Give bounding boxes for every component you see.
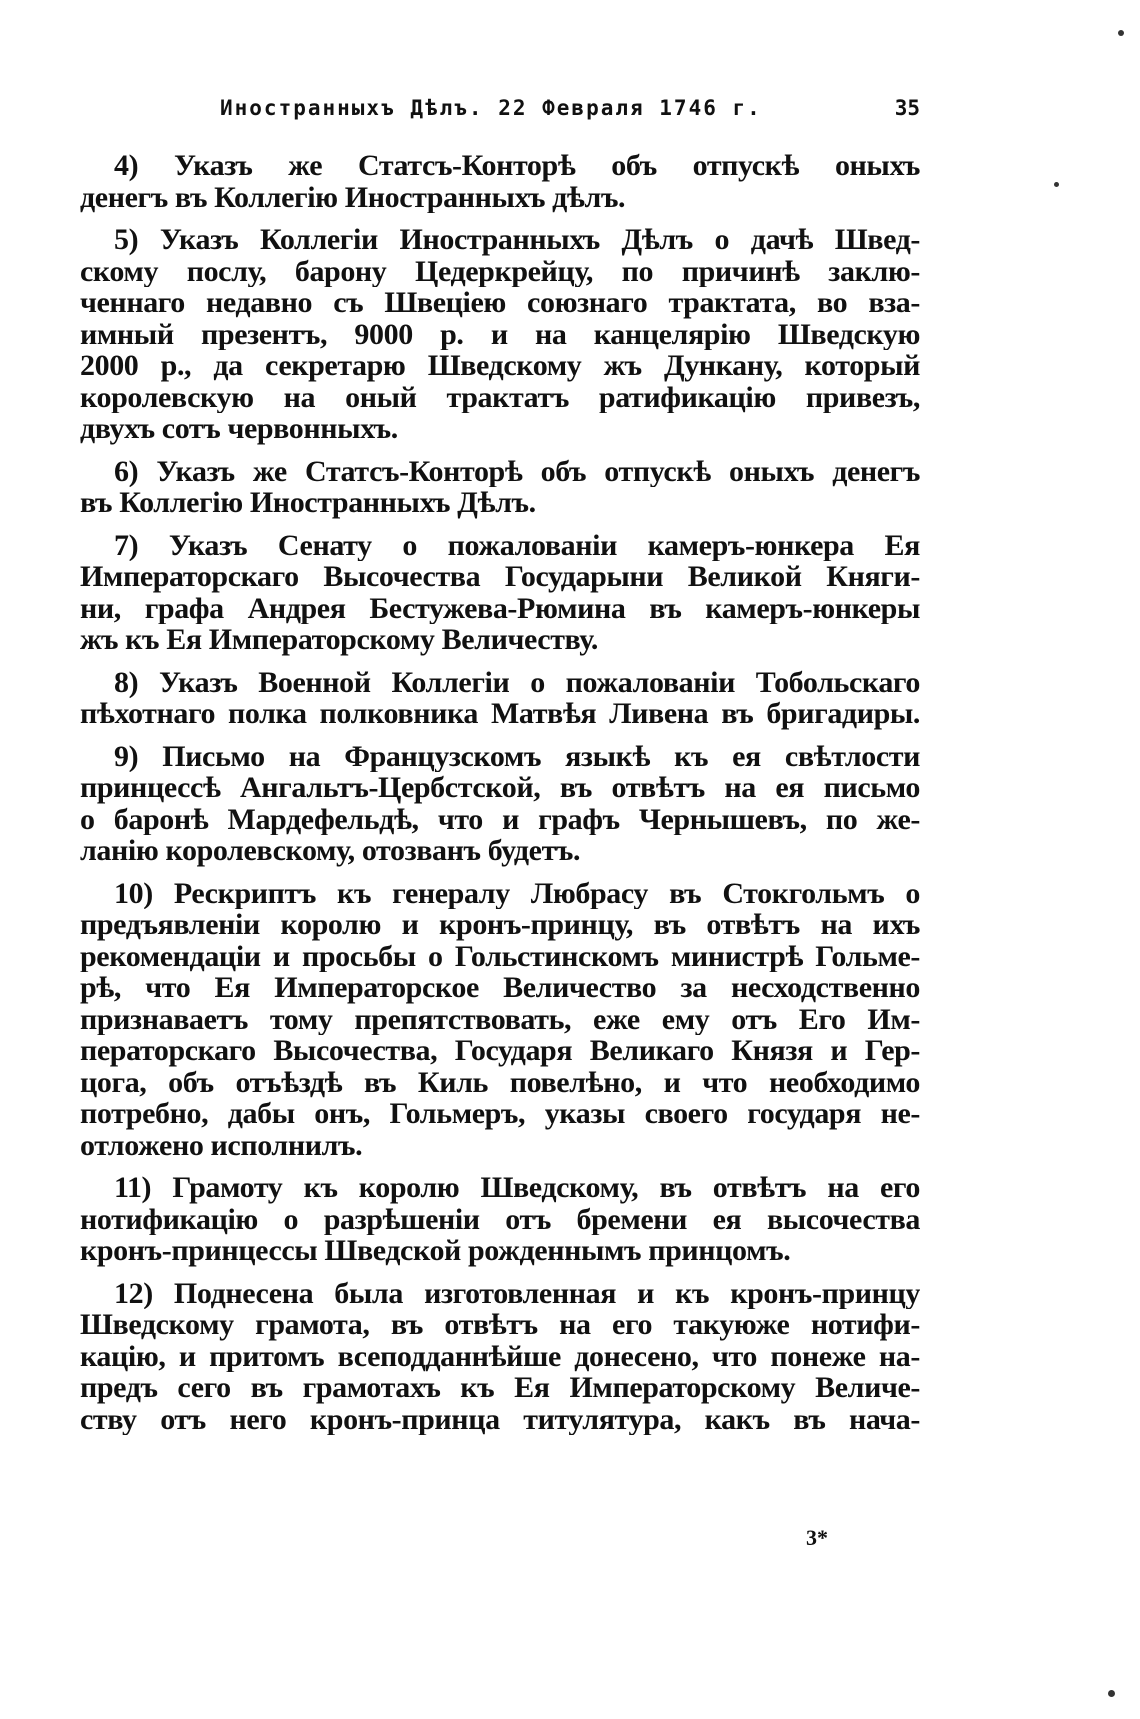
text-line: рѣ, что Ея Императорское Величество за несходственно [80,972,920,1004]
text-line: ланію королевскому, отозванъ будетъ. [80,835,581,867]
text-line: ченнаго недавно съ Швеціею союзнаго трактата, во вза- [80,287,920,319]
paragraph-9 [80,741,920,867]
paragraph-11 [80,1172,920,1267]
scan-speck [1108,1690,1115,1697]
scan-speck [1118,30,1124,36]
page-number: 35 [894,96,920,120]
paragraph-7 [80,530,920,656]
text-line: 6) Указъ же Статсъ-Конторѣ объ отпускѣ оныхъ денегъ [114,455,920,487]
text-line: пѣхотнаго полка полковника Матвѣя Ливена въ бригадиры. [80,698,920,730]
text-line: ни, графа Андрея Бестужева-Рюмина въ камеръ-юнкеры [80,592,920,624]
text-line: имный презентъ, 9000 р. и на канцелярію Шведскую [80,318,920,350]
text-line: скому послу, барону Цедеркрейцу, по причинѣ заклю- [80,255,920,287]
text-line: королевскую на оный трактатъ ратификацію привезъ, [80,381,920,413]
text-line: принцессѣ Ангальтъ-Цербстской, въ отвѣтъ на ея письмо [80,772,920,804]
text-line: въ Коллегію Иностранныхъ Дѣлъ. [80,487,536,519]
text-line: Императорскаго Высочества Государыни Великой Княги- [80,561,920,593]
running-title: Иностранныхъ Дѣлъ. 22 Февраля 1746 г. [220,96,762,120]
text-line: жъ къ Ея Императорскому Величеству. [80,624,599,656]
running-head [80,96,920,124]
paragraph-10 [80,878,920,1162]
text-line: 2000 р., да секретарю Шведскому жъ Дункану, который [80,350,920,382]
text-line: 9) Письмо на Французскомъ языкѣ къ ея свѣтлости [114,740,920,772]
paragraph-4 [80,150,920,213]
text-line: предъ сего въ грамотахъ къ Ея Императорскому Величе- [80,1372,920,1404]
text-line: кронъ-принцессы Шведской рожденнымъ принцомъ. [80,1235,791,1267]
text-line: ству отъ него кронъ-принца титулятура, какъ въ нача- [80,1403,920,1435]
paragraph-6 [80,456,920,519]
text-line: двухъ сотъ червонныхъ. [80,413,398,445]
text-line: Шведскому грамота, въ отвѣтъ на его такуюже нотифи- [80,1309,920,1341]
text-line: 12) Поднесена была изготовленная и къ кронъ-принцу [114,1277,920,1309]
text-line: 11) Грамоту къ королю Шведскому, въ отвѣтъ на его [114,1172,920,1204]
text-line: потребно, дабы онъ, Гольмеръ, указы своего государя не- [80,1098,920,1130]
text-line: цога, объ отъѣздѣ въ Киль повелѣно, и что необходимо [80,1066,920,1098]
paragraph-8 [80,667,920,730]
text-line: рекомендаціи и просьбы о Гольстинскомъ министрѣ Гольме- [80,940,920,972]
text-line: отложено исполнилъ. [80,1129,363,1161]
text-line: 4) Указъ же Статсъ-Конторѣ объ отпускѣ оныхъ [114,150,920,182]
scan-speck [1054,182,1059,187]
text-line: о баронѣ Мардефельдѣ, что и графъ Чернышевъ, по же- [80,803,920,835]
text-line: кацію, и притомъ всеподданнѣйше донесено, что понеже на- [80,1340,920,1372]
text-line: нотификацію о разрѣшеніи отъ бремени ея высочества [80,1203,920,1235]
text-line: 8) Указъ Военной Коллегіи о пожалованіи Тобольскаго [114,666,920,698]
body-text [80,150,920,1446]
text-line: 5) Указъ Коллегіи Иностранныхъ Дѣлъ о дачѣ Швед- [114,224,920,256]
signature-mark: 3* [806,1525,828,1550]
text-line: предъявленіи королю и кронъ-принцу, въ отвѣтъ на ихъ [80,909,920,941]
text-line: денегъ въ Коллегію Иностранныхъ дѣлъ. [80,181,626,213]
paragraph-5 [80,224,920,445]
text-line: 7) Указъ Сенату о пожалованіи камеръ-юнкера Ея [114,529,920,561]
text-line: ператорскаго Высочества, Государя Великаго Князя и Гер- [80,1035,920,1067]
text-line: признаваетъ тому препятствовать, еже ему отъ Его Им- [80,1003,920,1035]
text-line: 10) Рескриптъ къ генералу Любрасу въ Стокгольмъ о [114,877,920,909]
paragraph-12 [80,1278,920,1436]
